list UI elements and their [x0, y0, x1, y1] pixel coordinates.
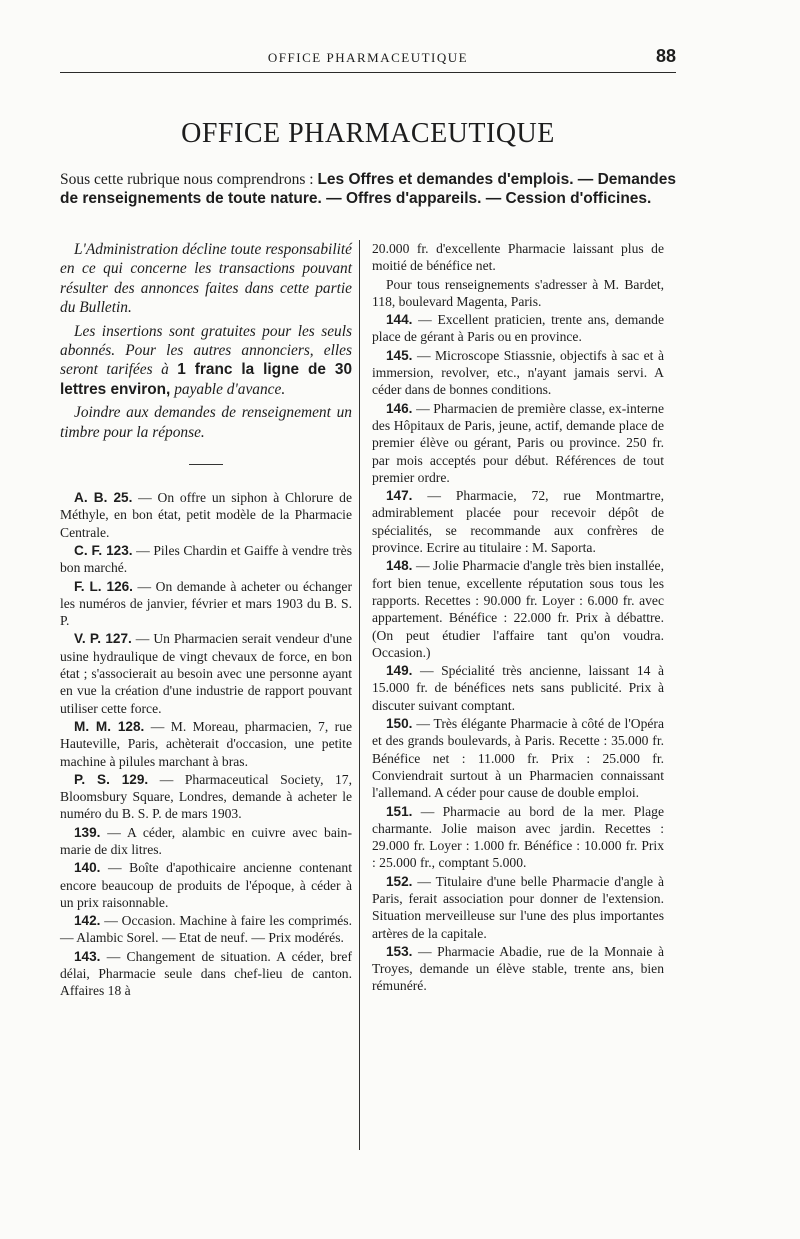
ad-text: — A céder, alambic en cuivre avec bain-marie de dix litres.	[60, 824, 352, 857]
ad-reference: F. L. 126.	[74, 578, 133, 594]
ad-item	[372, 311, 664, 346]
notice-price: 1 franc la ligne de 30 lettres environ,	[60, 361, 353, 398]
ad-reference: P. S. 129.	[74, 771, 149, 787]
ad-reference: 153.	[386, 943, 413, 959]
ad-reference: 146.	[386, 400, 413, 416]
ad-reference: V. P. 127.	[74, 631, 132, 647]
ad-item	[60, 630, 352, 716]
ad-item	[372, 943, 664, 995]
ad-continuation-text: 20.000 fr. d'excellente Pharmacie laissant plus de moitié de bénéfice net.	[372, 241, 664, 274]
column-divider	[359, 240, 360, 1150]
ad-text: — Excellent praticien, trente ans, demande place de gérant à Paris ou en province.	[372, 312, 664, 345]
ad-text: — M. Moreau, pharmacien, 7, rue Hauteville, Paris, achèterait d'occasion, une petite machine à pilules marchant à bras.	[60, 718, 353, 769]
notice-paragraph-1: L'Administration décline toute responsabilité en ce qui concerne les transactions pouvant résulter des annonces faites dans cette partie du Bulletin.	[60, 241, 352, 317]
notice-p2c: payable d'avance.	[170, 380, 286, 398]
ad-item	[372, 400, 664, 486]
notice-p2a: Les insertions sont gratuites pour les seuls abonnés. Pour les autres annonciers, elles seront tarifées à	[60, 322, 352, 379]
intro-paragraph	[60, 170, 676, 208]
ad-item	[60, 542, 352, 577]
ad-text: — Pharmaceutical Society, 17, Bloomsbury Square, Londres, demande à acheter le numéro du B. S. P. de mars 1903.	[60, 771, 352, 822]
running-title: OFFICE PHARMACEUTIQUE	[267, 50, 469, 65]
ad-item	[60, 718, 352, 770]
ad-reference: 147.	[386, 488, 413, 504]
ad-text: — Spécialité très ancienne, laissant 14 à 15.000 fr. de bénéfices nets sans publicité. Prix à discuter suivant comptant.	[372, 663, 664, 713]
ad-text: — Pharmacie, 72, rue Montmartre, admirablement placée pour recevoir dépôt de spécialités, se recommande aux confrères de province. Ecrire au titulaire : M. Saporta.	[372, 488, 664, 556]
ad-reference: A. B. 25.	[74, 490, 133, 506]
ads-list-left	[60, 489, 352, 1000]
ad-reference: 142.	[74, 913, 101, 929]
ad-text: — Changement de situation. A céder, bref délai, Pharmacie seule dans chef-lieu de canton. Affaires 18 à	[60, 948, 352, 999]
ad-text: — On demande à acheter ou échanger les numéros de janvier, février et mars 1903 du B. S. P.	[60, 578, 352, 629]
ad-item	[60, 948, 352, 1000]
ad-item	[372, 873, 664, 942]
ad-item	[60, 771, 352, 823]
notice-paragraph-2	[60, 322, 352, 400]
ad-item	[60, 912, 352, 947]
left-column	[60, 240, 352, 1001]
ad-reference: 149.	[386, 663, 413, 679]
intro-text: Sous cette rubrique nous comprendrons :	[60, 171, 318, 188]
ad-item	[372, 557, 664, 661]
ad-text: — Jolie Pharmacie d'angle très bien installée, fort bien tenue, excellente réputation sous tous les rapports. Recettes : 90.000 fr. Loyer : 6.000 fr. avec appartement. Bénéfice : 22.000 fr. Prix à débattre. (On peut étudier l'affaire tant qu'on voudra. Occasion.)	[372, 558, 664, 660]
notice-paragraph-3: Joindre aux demandes de renseignement un timbre pour la réponse.	[60, 404, 352, 441]
ad-item	[60, 859, 352, 911]
ad-item	[372, 487, 664, 556]
ad-reference: 145.	[386, 347, 413, 363]
ad-reference: M. M. 128.	[74, 718, 145, 734]
ad-text: — Piles Chardin et Gaiffe à vendre très bon marché.	[60, 542, 352, 576]
ad-text: — Pharmacien de première classe, ex-interne des Hôpitaux de Paris, jeune, actif, demande place de premier élève ou gérant, Paris ou province. 250 fr. par mois acceptés pour début. Références de tout premier ordre.	[372, 400, 664, 485]
ad-continuation	[372, 240, 664, 310]
ad-reference: 152.	[386, 873, 413, 889]
ad-reference: 140.	[74, 860, 101, 876]
ad-item	[372, 803, 664, 872]
page-title: OFFICE PHARMACEUTIQUE	[181, 118, 555, 149]
ad-item	[372, 662, 664, 714]
ad-item	[372, 715, 664, 801]
ad-reference: C. F. 123.	[74, 542, 133, 558]
ad-reference: 139.	[74, 824, 101, 840]
ad-item	[60, 578, 352, 630]
ad-text: — Un Pharmacien serait vendeur d'une usine hydraulique de vingt chevaux de force, en bon état ; s'associerait au besoin avec une personne ayant en vue la création d'une industrie de rapport pouvant utiliser cette force.	[60, 631, 352, 716]
right-column	[372, 240, 664, 996]
ad-reference: 144.	[386, 312, 413, 328]
ad-reference: 151.	[386, 803, 413, 819]
ad-continuation-text: Pour tous renseignements s'adresser à M. Bardet, 118, boulevard Magenta, Paris.	[372, 276, 664, 309]
ad-text: — Boîte d'apothicaire ancienne contenant encore beaucoup de produits de l'époque, à céder à un prix raisonnable.	[60, 860, 352, 910]
page-number: 88	[655, 46, 676, 66]
notice-block	[60, 240, 352, 442]
ad-text: — Pharmacie Abadie, rue de la Monnaie à Troyes, demande un élève stable, trente ans, bien rémunéré.	[372, 943, 664, 994]
ad-text: — Titulaire d'une belle Pharmacie d'angle à Paris, ferait association pour donner de l'extension. Situation merveilleuse sur l'une des plus importantes artères de la capitale.	[372, 873, 664, 941]
ad-item	[372, 347, 664, 399]
ads-list-right	[372, 311, 664, 995]
section-rule	[189, 464, 223, 465]
ad-item	[60, 824, 352, 859]
running-head	[60, 46, 676, 73]
ad-reference: 143.	[74, 948, 101, 964]
ad-text: — Occasion. Machine à faire les comprimés. — Alambic Sorel. — Etat de neuf. — Prix modérés.	[60, 913, 352, 946]
intro-rubric-list: Les Offres et demandes d'emplois. — Demandes de renseignements de toute nature. — Offres d'appareils. — Cession d'officines.	[60, 171, 677, 207]
ad-text: — On offre un siphon à Chlorure de Méthyle, en bon état, petit modèle de la Pharmacie Centrale.	[60, 490, 352, 540]
ad-text: — Pharmacie au bord de la mer. Plage charmante. Jolie maison avec jardin. Recettes : 29.000 fr. Loyer : 1.000 fr. Bénéfice : 10.000 fr. Prix : 25.000 fr., comptant 5.000.	[372, 803, 664, 871]
ad-item	[60, 489, 352, 541]
ad-text: — Microscope Stiassnie, objectifs à sac et à immersion, revolver, etc., n'ayant jamais servi. A céder dans de bonnes conditions.	[372, 347, 664, 398]
ad-reference: 150.	[386, 716, 413, 732]
ad-reference: 148.	[386, 558, 413, 574]
ad-text: — Très élégante Pharmacie à côté de l'Opéra et des grands boulevards, à Paris. Recette : 35.000 fr. Bénéfice net : 11.000 fr. Prix : 25.000 fr. Conviendrait surtout à un Pharmacien connaissant l'allemand. A céder pour cause de double emploi.	[372, 716, 664, 801]
